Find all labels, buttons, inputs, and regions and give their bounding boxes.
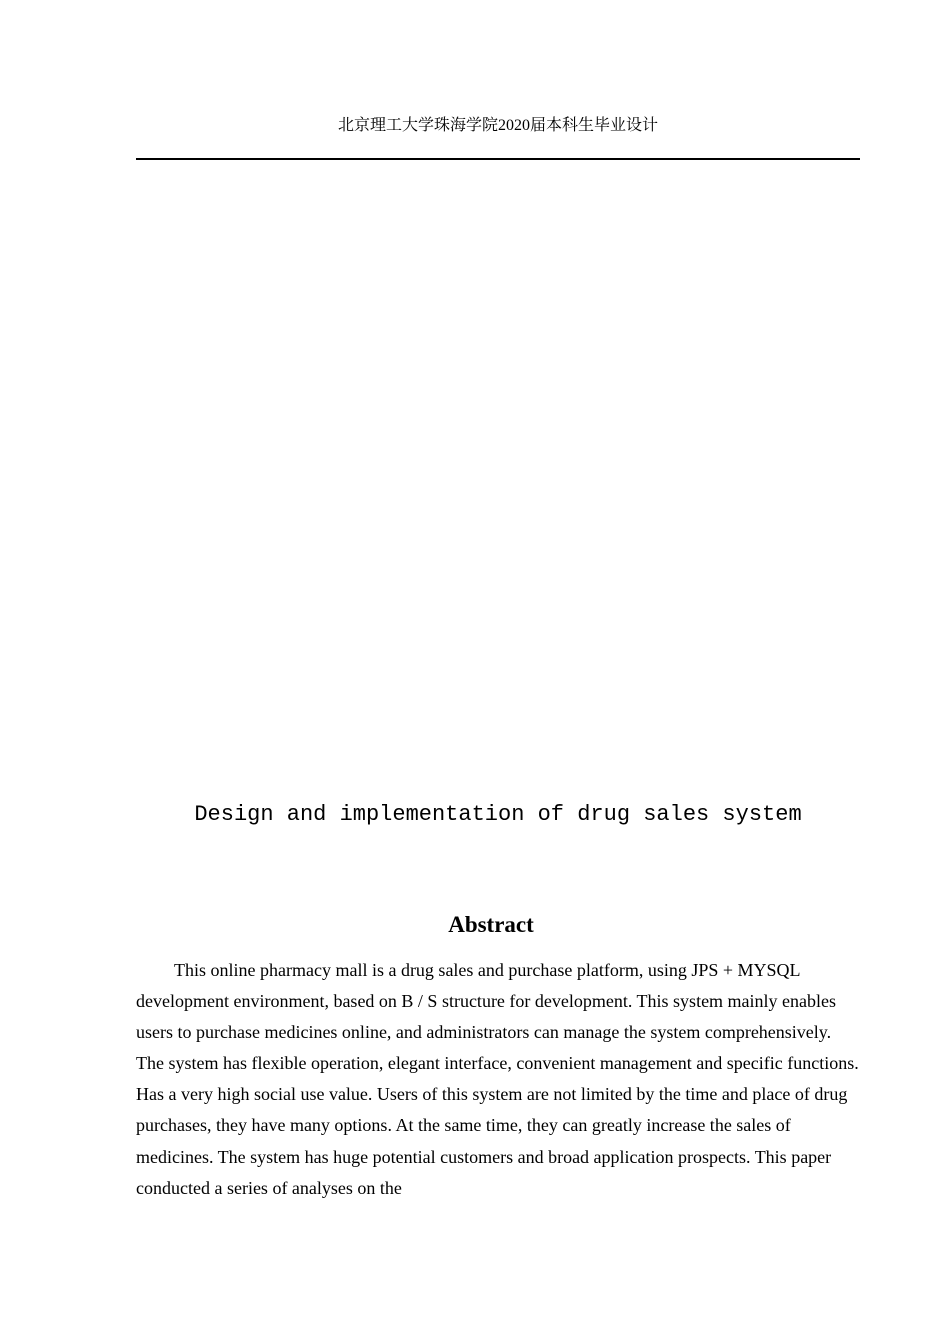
abstract-heading: Abstract xyxy=(448,912,534,937)
header-institution: 北京理工大学珠海学院 xyxy=(337,115,498,134)
header-document-type: 届本科生毕业设计 xyxy=(530,115,659,134)
abstract-paragraph: This online pharmacy mall is a drug sales and purchase platform, using JPS + MYSQL development environment, based on B / S structure for development. This system mainly enables users to purchase medicines online, and administrators can manage the system comprehensively. The system has flexible operation, elegant interface, convenient management and specific functions. Has a very high social use value. Users of this system are not limited by the time and place of drug purchases, they have many options. At the same time, they can greatly increase the sales of medicines. The system has huge potential customers and broad application prospects. This paper conducted a series of analyses on the xyxy=(136,960,859,1198)
header-year: 2020 xyxy=(498,117,530,134)
header-divider xyxy=(136,158,860,160)
thesis-title: Design and implementation of drug sales system xyxy=(194,802,802,827)
running-header xyxy=(136,114,860,137)
